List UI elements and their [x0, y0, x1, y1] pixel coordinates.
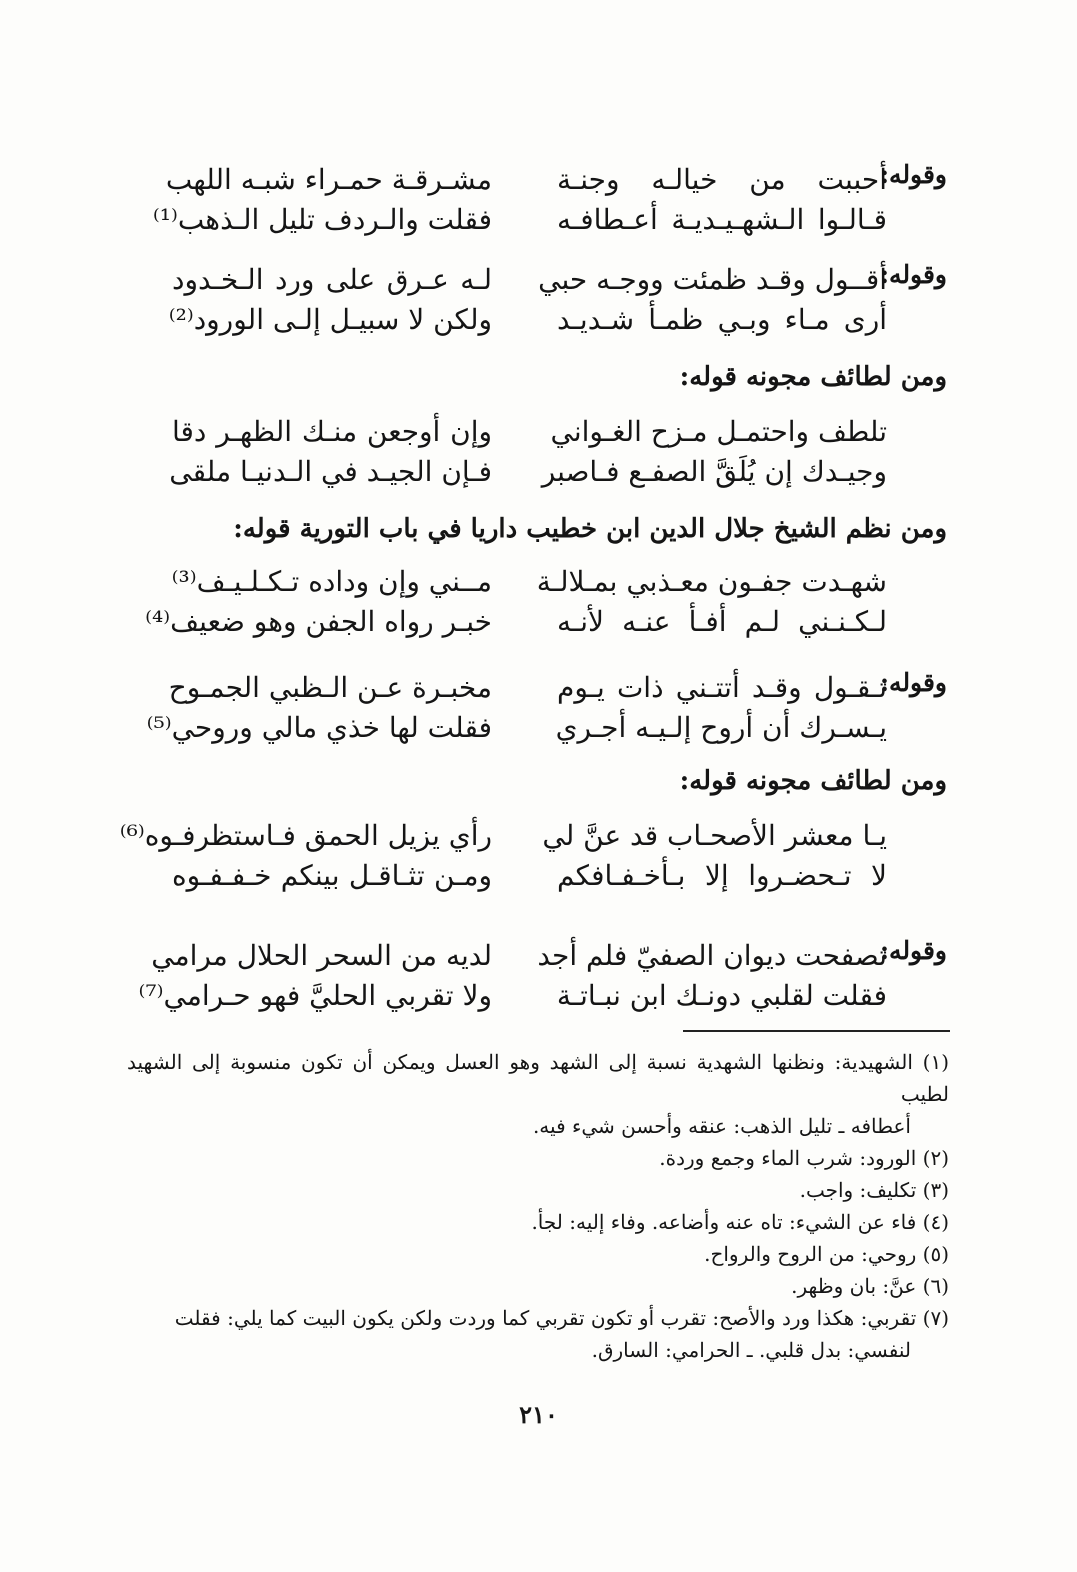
verse-block — [119, 816, 947, 896]
footnote-text: (٣) تكليف: واجب. — [799, 1178, 949, 1202]
verse-line — [127, 200, 947, 240]
footnote-text: (٢) الورود: شرب الماء وجمع وردة. — [659, 1146, 949, 1170]
footnote-continuation: لنفسي: بدل قلبي. ـ الحرامي: السارق. — [591, 1338, 911, 1362]
verse-block — [127, 668, 947, 748]
first-hemistich: تلطف واحتمـل مـزح الغـواني — [550, 415, 887, 448]
footnote — [127, 1142, 949, 1174]
verse-line — [127, 300, 947, 340]
first-hemistich: لـكـنـني لـم أفـأ عنـه لأنـه — [557, 605, 887, 638]
first-hemistich: قـالـوا الـشهـيـديـة أعـطافـه — [557, 203, 887, 236]
footnote-text: (٧) تقربي: هكذا ورد والأصح: تقرب أو تكون تقربي كما وردت ولكن يكون البيت كما يلي: فقلت — [174, 1306, 949, 1330]
second-hemistich: مخبـرة عـن الـظبي الجمـوح — [168, 671, 492, 704]
footnote-text: (٦) عنَّ: بان وظهر. — [791, 1274, 949, 1298]
footnote-continuation: أعطافه ـ تليل الذهب: عنقه وأحسن شيء فيه. — [532, 1114, 911, 1138]
first-hemistich: تصفحت ديوان الصفيّ فلم أجد — [537, 939, 887, 972]
second-hemistich: رأي يزيل الحمق فـاستظرفـوه⁽⁶⁾ — [119, 819, 492, 852]
section-heading: ومن لطائف مجونه قوله: — [679, 362, 947, 392]
verse-intro: وقوله: — [879, 160, 947, 189]
second-hemistich: خبـر رواه الجفن وهو ضعيف⁽⁴⁾ — [145, 605, 492, 638]
verse-line — [127, 412, 947, 452]
first-hemistich: فقلت لقلبي دونـك ابن نبـاتـة — [556, 979, 887, 1012]
second-hemistich: فـإن الجيـد في الـدنيـا ملقى — [169, 455, 492, 488]
verse-line — [127, 976, 947, 1016]
verse-line — [127, 260, 947, 300]
verse-intro: وقوله: — [879, 668, 947, 697]
first-hemistich: يـسـرك أن أروح إلـيـه أجـري — [555, 711, 887, 744]
footnote — [127, 1206, 949, 1238]
verse-block — [127, 936, 947, 1016]
verse-block — [127, 412, 947, 492]
verse-block — [127, 160, 947, 240]
footnote-text: (٤) فاء عن الشيء: تاه عنه وأضاعه. وفاء إليه: لجأ. — [531, 1210, 949, 1234]
first-hemistich: يـا معشر الأصحـاب قد عنَّ لي — [542, 819, 887, 852]
section-heading: ومن نظم الشيخ جلال الدين ابن خطيب داريا في باب التورية قوله: — [233, 514, 947, 544]
footnote-text: (٥) روحي: من الروح والرواح. — [704, 1242, 949, 1266]
second-hemistich: لـه عـرق على ورد الـخـدود — [172, 263, 492, 296]
first-hemistich: شهـدت جفـون معـذبي بمـلالـة — [536, 565, 887, 598]
first-hemistich: وجيـدك إن يُلَقَّ الصفـع فـاصبر — [541, 455, 887, 488]
footnotes — [127, 1046, 949, 1366]
first-hemistich: تـقـول وقـد أتتـني ذات يـوم — [557, 671, 887, 704]
verse-line — [127, 562, 947, 602]
footnote — [127, 1238, 949, 1270]
section-heading: ومن لطائف مجونه قوله: — [679, 766, 947, 796]
footnote — [127, 1270, 949, 1302]
footnote-divider — [683, 1030, 950, 1032]
first-hemistich: لا تـحضـروا إلا بـأخـفـافكم — [557, 859, 887, 892]
verse-line — [119, 816, 947, 856]
second-hemistich: ولا تقربي الحليَّ فهو حـرامي⁽⁷⁾ — [138, 979, 492, 1012]
second-hemistich: فقلت والـردف تليل الـذهب⁽¹⁾ — [152, 203, 492, 236]
second-hemistich: ومـن تثـاقـل بينكم خـفـفـوه — [172, 859, 492, 892]
verse-block — [127, 260, 947, 340]
verse-line — [127, 708, 947, 748]
footnote-text: (١) الشهيدية: ونظنها الشهدية نسبة إلى الشهد وهو العسل ويمكن أن تكون منسوبة إلى الشهيد لطيب — [127, 1050, 949, 1106]
second-hemistich: مشـرقـة حمـراء شبـه اللهب — [165, 163, 492, 196]
page-number: ٢١٠ — [519, 1400, 558, 1429]
first-hemistich: أحببت من خيالـه وجنـة — [557, 163, 887, 196]
verse-block — [127, 562, 947, 642]
verse-line — [127, 856, 947, 896]
second-hemistich: وإن أوجعن منـك الظهـر دقا — [172, 415, 492, 448]
second-hemistich: ولكن لا سبيـل إلـى الورود⁽²⁾ — [168, 303, 492, 336]
verse-line — [127, 452, 947, 492]
footnote — [127, 1174, 949, 1206]
verse-intro: وقوله: — [879, 936, 947, 965]
first-hemistich: أرى مـاء وبـي ظمـأ شـديـد — [557, 303, 887, 336]
second-hemistich: فقلت لها خذي مالي وروحي⁽⁵⁾ — [146, 711, 492, 744]
verse-intro: وقوله: — [879, 260, 947, 289]
verse-line — [127, 936, 947, 976]
first-hemistich: أقــول وقـد ظمئت ووجـه حبي — [538, 263, 887, 296]
verse-line — [127, 602, 947, 642]
footnote — [127, 1046, 949, 1142]
verse-line — [127, 668, 947, 708]
verse-line — [127, 160, 947, 200]
second-hemistich: لديه من السحر الحلال مرامي — [151, 939, 492, 972]
footnote — [127, 1302, 949, 1366]
second-hemistich: مــني وإن وداده تـكـلـيـف⁽³⁾ — [171, 565, 492, 598]
